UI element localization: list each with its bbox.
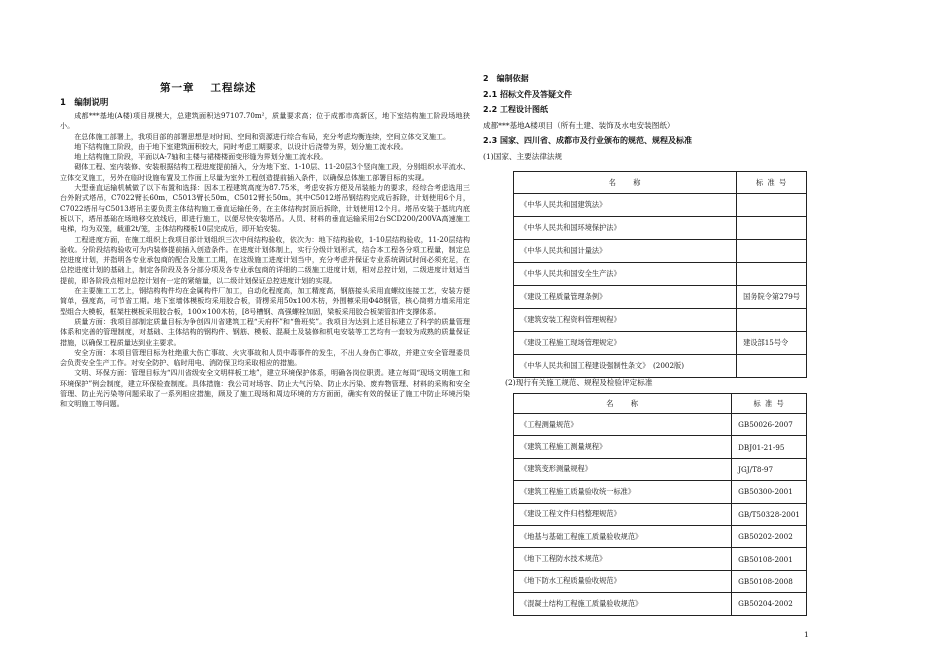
cell-standard-number: GB50108-2001 — [732, 548, 807, 570]
table-row — [514, 332, 807, 355]
table-row — [514, 503, 807, 525]
drawings-line: 成都***基地A楼项目（所有土建、装饰及水电安装图纸） — [483, 121, 675, 130]
cell-standard-number: 建设部15号令 — [737, 332, 807, 355]
chapter-name: 工程综述 — [210, 82, 257, 94]
table-row — [514, 525, 807, 547]
table-row — [514, 286, 807, 309]
cell-name: 《建设工程质量管理条例》 — [514, 286, 737, 309]
standards-caption: (2)现行有关施工规范、规程及检验评定标准 — [505, 378, 653, 387]
chapter-title — [160, 80, 320, 95]
cell-name: 《中华人民共和国环境保护法》 — [514, 217, 737, 240]
page-number: 1 — [804, 630, 809, 639]
cell-standard-number: GB50108-2008 — [732, 570, 807, 592]
cell-standard-number: DBJ01-21-95 — [732, 436, 807, 458]
paragraph: 砌体工程、室内装修、安装根据结构工程进度提前插入，分为地下室、1-10层、11-20层3个竖向施工段，分别组织水平流水、立体交叉施工，另外在临时设施布置及工作面上尽量为室外工程创造提前插入条件，以确保总体施工部署目标的实现。 — [60, 162, 470, 182]
paragraph: 安全方面：本项目管理目标为杜绝重大伤亡事故、火灾事故和人员中毒事件的发生，不出人身伤亡事故，并建立安全管理委员会负责安全生产工作。对安全防护、临时用电、消防保卫均采取相应的措施。 — [60, 347, 470, 368]
table-header-row — [514, 394, 807, 414]
paragraph: 成都***基地(A楼)项目规模大，总建筑面积达97107.70m²，质量要求高；位于成都市高新区，地下室结构施工阶段场地狭小。 — [60, 111, 470, 131]
paragraph: 质量方面：我项目部制定质量目标为争创四川省建筑工程“天府杯”和“鲁班奖”。我项目为达到上述目标建立了科学的质量管理体系和完善的管理制度，对基础、主体结构的钢构件、钢筋、模板、混凝土及装修和机电安装等工艺均有一套较为成熟的质量保证措施，以确保工程质量达到业主要求。 — [60, 316, 470, 347]
paragraph: 地下结构施工阶段，由于地下室建筑面积较大，同时考虑工期要求，以设计后浇带为界，划分施工流水段。 — [74, 141, 408, 151]
header-name: 名 称 — [514, 172, 737, 194]
cell-name: 《建设工程施工现场管理规定》 — [514, 332, 737, 355]
cell-name: 《地下工程防水技术规范》 — [514, 548, 732, 570]
table-row — [514, 240, 807, 263]
paragraph: 在主要施工工艺上，钢结构构件均在金属构件厂加工，自动化程度高，加工精度高，钢筋接头采用直螺纹连接工艺，安装方便简单，强度高，可节省工期。地下室墙体模板均采用胶合板，背楞采用50x100木枋，外围檩采用Φ48钢管，核心筒剪力墙采用定型组合大模板，框架柱模板采用胶合板，100×100木枋，[8号槽钢、高强螺栓加固，梁板采用胶合板架管扣件支撑体系。 — [60, 286, 470, 316]
table-row — [514, 436, 807, 458]
table-row — [514, 570, 807, 592]
paragraph: 工程进度方面，在施工组织上我项目部计划组织三次中间结构验收，依次为：地下结构验收，1-10层结构验收，11-20层结构验收。分阶段结构验收可为内装修提前插入创造条件。在进度计划体制上，实行分级计划形式，结合本工程各分项工程量，制定总控进度计划，并指明各专业承包商的配合及施工工期，在这级施工进度计划当中，充分考虑并保证专业系统调试时间必须充足，在总控进度计划的基础上，制定各阶段及各分部分项及各专业承包商的详细的二级施工进度计划，相对总控计划，二级进度计划适当提前，即各阶段点相对总控计划有一定的紧缩量，以二级计划保证总控进度计划的实现。 — [60, 234, 470, 285]
cell-name: 《建筑工程施工质量验收统一标准》 — [514, 481, 732, 503]
table-row — [514, 593, 807, 615]
cell-standard-number — [737, 263, 807, 286]
paragraph: 在总体施工部署上，我项目部的部署思想是对时间、空间和资源进行综合布局，充分考虑均衡连续，空间立体交叉施工。 — [74, 131, 451, 141]
laws-table — [513, 171, 807, 378]
cell-name: 《中华人民共和国计量法》 — [514, 240, 737, 263]
cell-name: 《建筑安装工程资料管理规程》 — [514, 309, 737, 332]
cell-standard-number: GB50300-2001 — [732, 481, 807, 503]
subsection-2-3: 2.3 国家、四川省、成都市及行业颁布的规范、规程及标准 — [483, 136, 692, 145]
cell-standard-number — [737, 217, 807, 240]
table-row — [514, 355, 807, 378]
cell-name: 《中华人民共和国安全生产法》 — [514, 263, 737, 286]
table-row — [514, 263, 807, 286]
cell-name: 《地下防水工程质量验收规范》 — [514, 570, 732, 592]
cell-standard-number — [737, 309, 807, 332]
cell-standard-number — [737, 194, 807, 217]
subsection-2-2: 2.2 工程设计图纸 — [483, 105, 548, 114]
standards-table — [513, 393, 807, 616]
paragraph: 文明、环保方面：管理目标为“四川省级安全文明样板工地”，建立环境保护体系，明确各岗位职责。建立每周“现场文明施工和环境保护”例会制度，建立环保检查制度。具体措施：我公司对场容、防止大气污染、防止水污染、废弃物管理、材料的采购和安全管理、防止光污染等问题采取了一系列相应措施，顾及了施工现场和周边环境的方方面面，确实有效的保证了施工中防止环境污染和文明施工等问题。 — [60, 368, 470, 409]
cell-name: 《工程测量规范》 — [514, 414, 732, 436]
chapter-number: 第一章 — [160, 82, 195, 94]
subsection-2-1: 2.1 招标文件及答疑文件 — [483, 90, 572, 99]
table-row — [514, 458, 807, 480]
cell-name: 《中华人民共和国建筑法》 — [514, 194, 737, 217]
cell-standard-number: GB/T50328-2001 — [732, 503, 807, 525]
cell-standard-number — [737, 240, 807, 263]
cell-standard-number — [737, 355, 807, 378]
cell-name: 《建筑工程施工测量规程》 — [514, 436, 732, 458]
cell-name: 《地基与基础工程施工质量验收规范》 — [514, 525, 732, 547]
cell-standard-number: GB50204-2002 — [732, 593, 807, 615]
table-row — [514, 481, 807, 503]
table-header-row — [514, 172, 807, 194]
section-1-heading: 1 编制说明 — [60, 98, 109, 108]
table-row — [514, 548, 807, 570]
laws-caption: (1)国家、主要法律法规 — [483, 152, 563, 161]
table-row — [514, 194, 807, 217]
cell-standard-number: JGJ/T8-97 — [732, 458, 807, 480]
table-row — [514, 217, 807, 240]
cell-standard-number: GB50026-2007 — [732, 414, 807, 436]
cell-name: 《中华人民共和国工程建设强制性条文》 (2002版) — [514, 355, 737, 378]
body-text — [60, 111, 470, 410]
paragraph: 地上结构施工阶段，平面以A-7轴和主楼与裙楼楼面变形缝为界划分施工流水段。 — [74, 152, 328, 162]
table-row — [514, 414, 807, 436]
cell-standard-number: 国务院令第279号 — [737, 286, 807, 309]
section-2-heading: 2 编制依据 — [483, 74, 529, 83]
table-row — [514, 309, 807, 332]
paragraph: 大型垂直运输机械做了以下布置和选择：因本工程建筑高度为87.75米，考虑安拆方便及吊装能力的要求，经综合考虑选用三台外附式塔吊，C7022臂长60m，C5013臂长50m，C5012臂长50m。其中C5012塔吊钢结构完成后拆除，计划使用6个月，C7022塔吊与C5013塔吊主要负责主体结构施工垂直运输任务，在主体结构封顶后拆除，计划使用12个月。塔吊安装于基坑内底板以下，塔吊基础在场地移交放线后，即进行施工，以便尽快安装塔吊。人员、材料的垂直运输采用2台SCD200/200VA高速施工电梯，均为双笼，载重2t/笼，主体结构楼板10层完成后，即开始安装。 — [60, 183, 470, 234]
header-name: 名 称 — [514, 394, 732, 414]
cell-name: 《建筑变形测量规程》 — [514, 458, 732, 480]
cell-name: 《建设工程文件归档整理规范》 — [514, 503, 732, 525]
cell-name: 《混凝土结构工程施工质量验收规范》 — [514, 593, 732, 615]
cell-standard-number: GB50202-2002 — [732, 525, 807, 547]
header-standard-number: 标 准 号 — [732, 394, 807, 414]
header-standard-number: 标 准 号 — [737, 172, 807, 194]
